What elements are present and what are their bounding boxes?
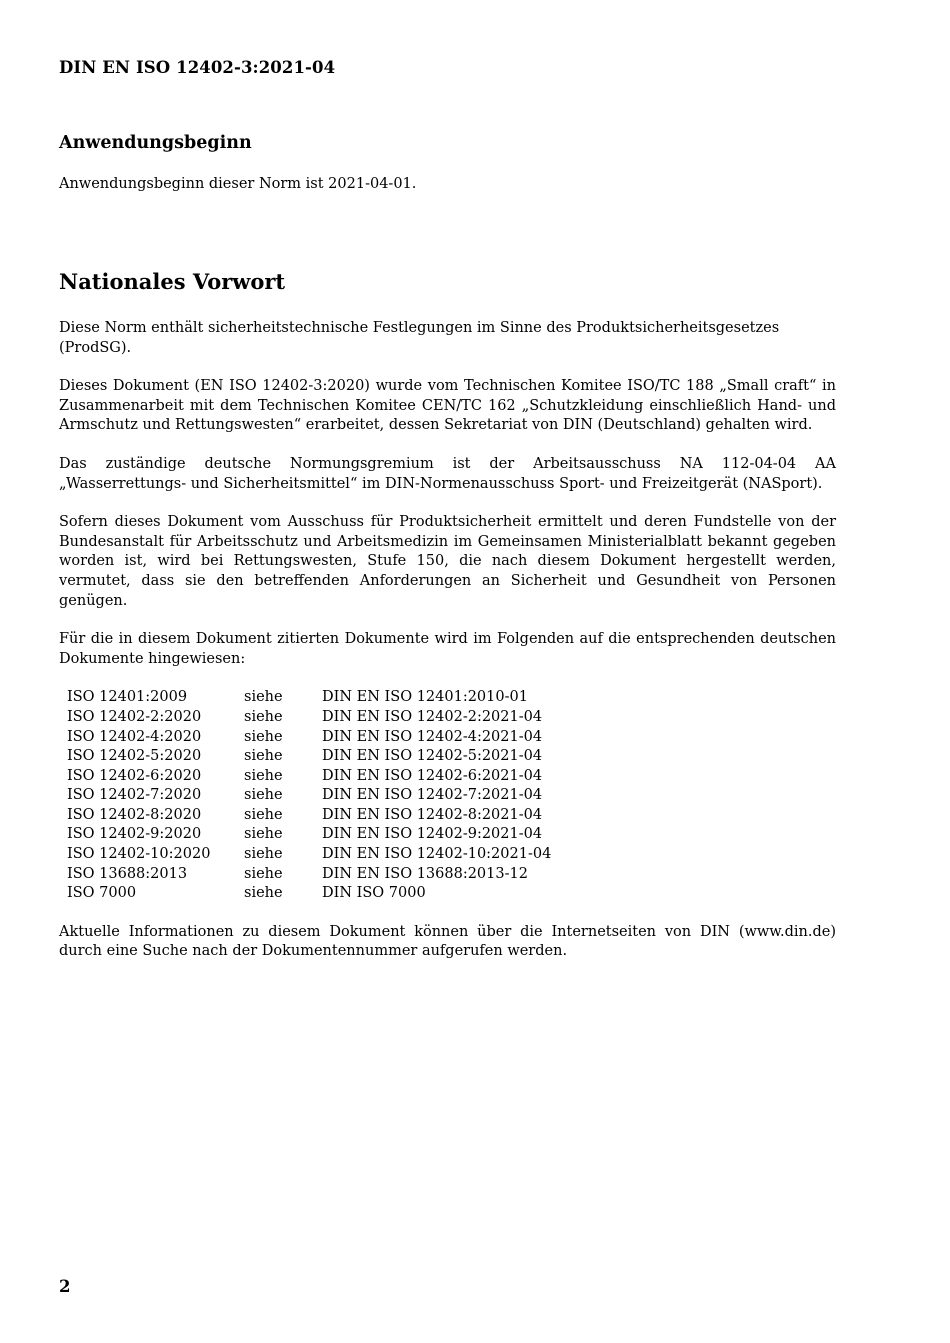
reference-row [67,786,551,806]
reference-iso: ISO 13688:2013 [67,865,188,882]
reference-separator: siehe [244,787,283,804]
reference-iso: ISO 12402-4:2020 [67,728,202,745]
reference-separator: siehe [244,767,283,784]
anwendungsbeginn-heading: Anwendungsbeginn [59,133,252,153]
reference-row [67,884,551,904]
reference-row [67,767,551,787]
reference-row [67,747,551,767]
reference-separator: siehe [244,865,283,882]
reference-separator: siehe [244,846,283,863]
vorwort-body [59,319,836,981]
reference-row [67,728,551,748]
reference-iso: ISO 12402-9:2020 [67,826,202,843]
reference-din: DIN EN ISO 12402-2:2021-04 [322,708,543,725]
vorwort-paragraph: Sofern dieses Dokument vom Ausschuss für Produktsicherheit ermittelt und deren Fundstelle von der Bundesanstalt für Arbeitsschutz und Arbeitsmedizin im Gemeinsamen Ministerialblatt bekannt gegeben worden ist, wird bei Rettungswesten, Stufe 150, die nach diesem Dokument hergestellt werden, vermutet, dass sie den betreffenden Anforderungen an Sicherheit und Gesundheit von Personen genügen. [59,514,836,609]
reference-din: DIN EN ISO 12402-8:2021-04 [322,806,543,823]
reference-iso: ISO 12402-5:2020 [67,748,202,765]
reference-table [67,688,551,904]
reference-separator: siehe [244,748,283,765]
reference-separator: siehe [244,806,283,823]
reference-din: DIN EN ISO 12402-10:2021-04 [322,846,552,863]
reference-row [67,825,551,845]
reference-iso: ISO 12402-6:2020 [67,767,202,784]
document-id-header: DIN EN ISO 12402-3:2021-04 [59,58,336,77]
reference-iso: ISO 12401:2009 [67,689,188,706]
reference-din: DIN EN ISO 12402-7:2021-04 [322,787,543,804]
reference-separator: siehe [244,885,283,902]
reference-iso: ISO 12402-10:2020 [67,846,211,863]
vorwort-paragraph: Dieses Dokument (EN ISO 12402-3:2020) wurde vom Technischen Komitee ISO/TC 188 „Small craft“ in Zusammenarbeit mit dem Technischen Komitee CEN/TC 162 „Schutzkleidung einschließlich Hand- und Armschutz und Rettungswesten“ erarbeitet, dessen Sekretariat von DIN (Deutschland) gehalten wird. [59,378,836,434]
anwendungsbeginn-text: Anwendungsbeginn dieser Norm ist 2021-04-01. [59,176,417,192]
reference-row [67,688,551,708]
reference-din: DIN EN ISO 12402-4:2021-04 [322,728,543,745]
closing-paragraph: Aktuelle Informationen zu diesem Dokument können über die Internetseiten von DIN (www.din.de) durch eine Suche nach der Dokumentennummer aufgerufen werden. [59,923,836,960]
reference-separator: siehe [244,826,283,843]
reference-row [67,806,551,826]
reference-separator: siehe [244,708,283,725]
reference-din: DIN EN ISO 13688:2013-12 [322,865,528,882]
reference-iso: ISO 12402-8:2020 [67,806,202,823]
reference-iso: ISO 7000 [67,885,137,902]
reference-din: DIN EN ISO 12401:2010-01 [322,689,528,706]
reference-din: DIN EN ISO 12402-9:2021-04 [322,826,543,843]
vorwort-paragraph: Das zuständige deutsche Normungsgremium ist der Arbeitsausschuss NA 112-04-04 AA „Wasserrettungs- und Sicherheitsmittel“ im DIN-Normenausschuss Sport- und Freizeitgerät (NASport). [59,455,836,492]
reference-row [67,845,551,865]
page-number: 2 [59,1277,71,1296]
nationales-vorwort-heading: Nationales Vorwort [59,269,286,294]
reference-row [67,708,551,728]
vorwort-paragraph: Für die in diesem Dokument zitierten Dokumente wird im Folgenden auf die entsprechenden deutschen Dokumente hingewiesen: [59,631,836,667]
reference-separator: siehe [244,728,283,745]
reference-din: DIN EN ISO 12402-6:2021-04 [322,767,543,784]
vorwort-paragraph: Diese Norm enthält sicherheitstechnische Festlegungen im Sinne des Produktsicherheitsgesetzes (ProdSG). [59,320,780,356]
reference-row [67,865,551,885]
reference-iso: ISO 12402-7:2020 [67,787,202,804]
reference-din: DIN ISO 7000 [322,885,426,902]
reference-iso: ISO 12402-2:2020 [67,708,202,725]
reference-din: DIN EN ISO 12402-5:2021-04 [322,748,543,765]
reference-separator: siehe [244,689,283,706]
